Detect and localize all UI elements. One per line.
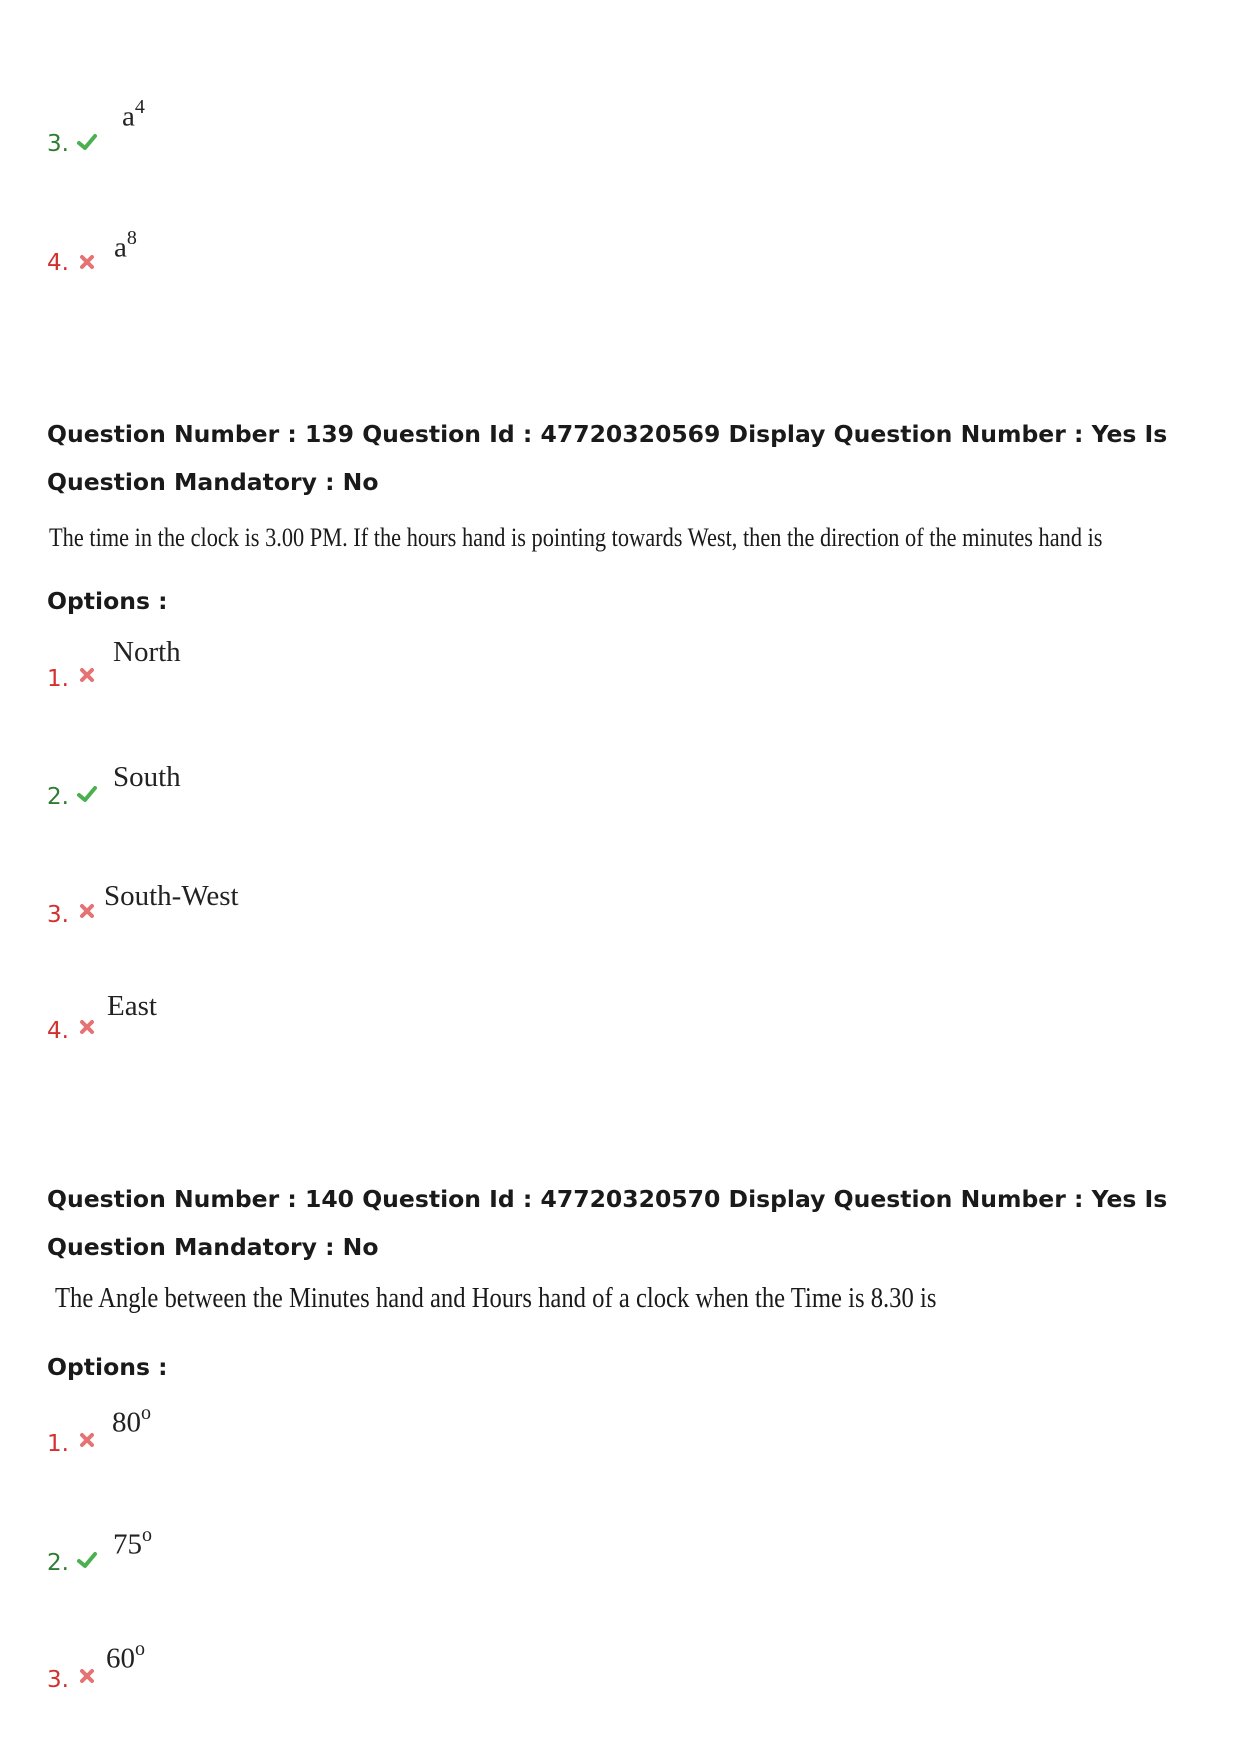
option-number: 2. [47,784,69,810]
options-label: Options : [47,1353,168,1381]
option-number: 2. [47,1550,69,1576]
cross-icon [76,251,98,273]
cross-icon [76,664,98,686]
option-number: 4. [47,1018,69,1044]
option-text: East [107,990,157,1022]
option-number: 1. [47,1431,69,1457]
check-icon [76,783,98,805]
cross-icon [76,1665,98,1687]
option-number: 3. [47,1667,69,1693]
option-number: 3. [47,902,69,928]
cross-icon [76,1429,98,1451]
option-text: North [113,636,181,668]
check-icon [76,131,98,153]
option-number: 4. [47,250,69,276]
option-text: $a^8$ [114,227,137,264]
option-text: 80$^o$ [112,1402,151,1439]
cross-icon [76,1016,98,1038]
option-text: $a^4$ [122,96,145,133]
question-text: The Angle between the Minutes hand and Hours hand of a clock when the Time is 8.30 is [55,1283,937,1314]
option-number: 1. [47,666,69,692]
option-text: 75$^o$ [113,1524,152,1561]
question-header: Question Number : 139 Question Id : 47720320569 Display Question Number : Yes Is Question Mandatory : No [47,420,1168,496]
question-text: The time in the clock is 3.00 PM. If the hours hand is pointing towards West, then the direction of the minutes hand is [49,523,1103,552]
cross-icon [76,900,98,922]
option-number: 3. [47,131,69,157]
check-icon [76,1549,98,1571]
option-text: South-West [104,880,239,912]
question-header: Question Number : 140 Question Id : 47720320570 Display Question Number : Yes Is Question Mandatory : No [47,1185,1168,1261]
option-text: South [113,761,181,793]
option-text: 60$^o$ [106,1638,145,1675]
options-label: Options : [47,587,168,615]
